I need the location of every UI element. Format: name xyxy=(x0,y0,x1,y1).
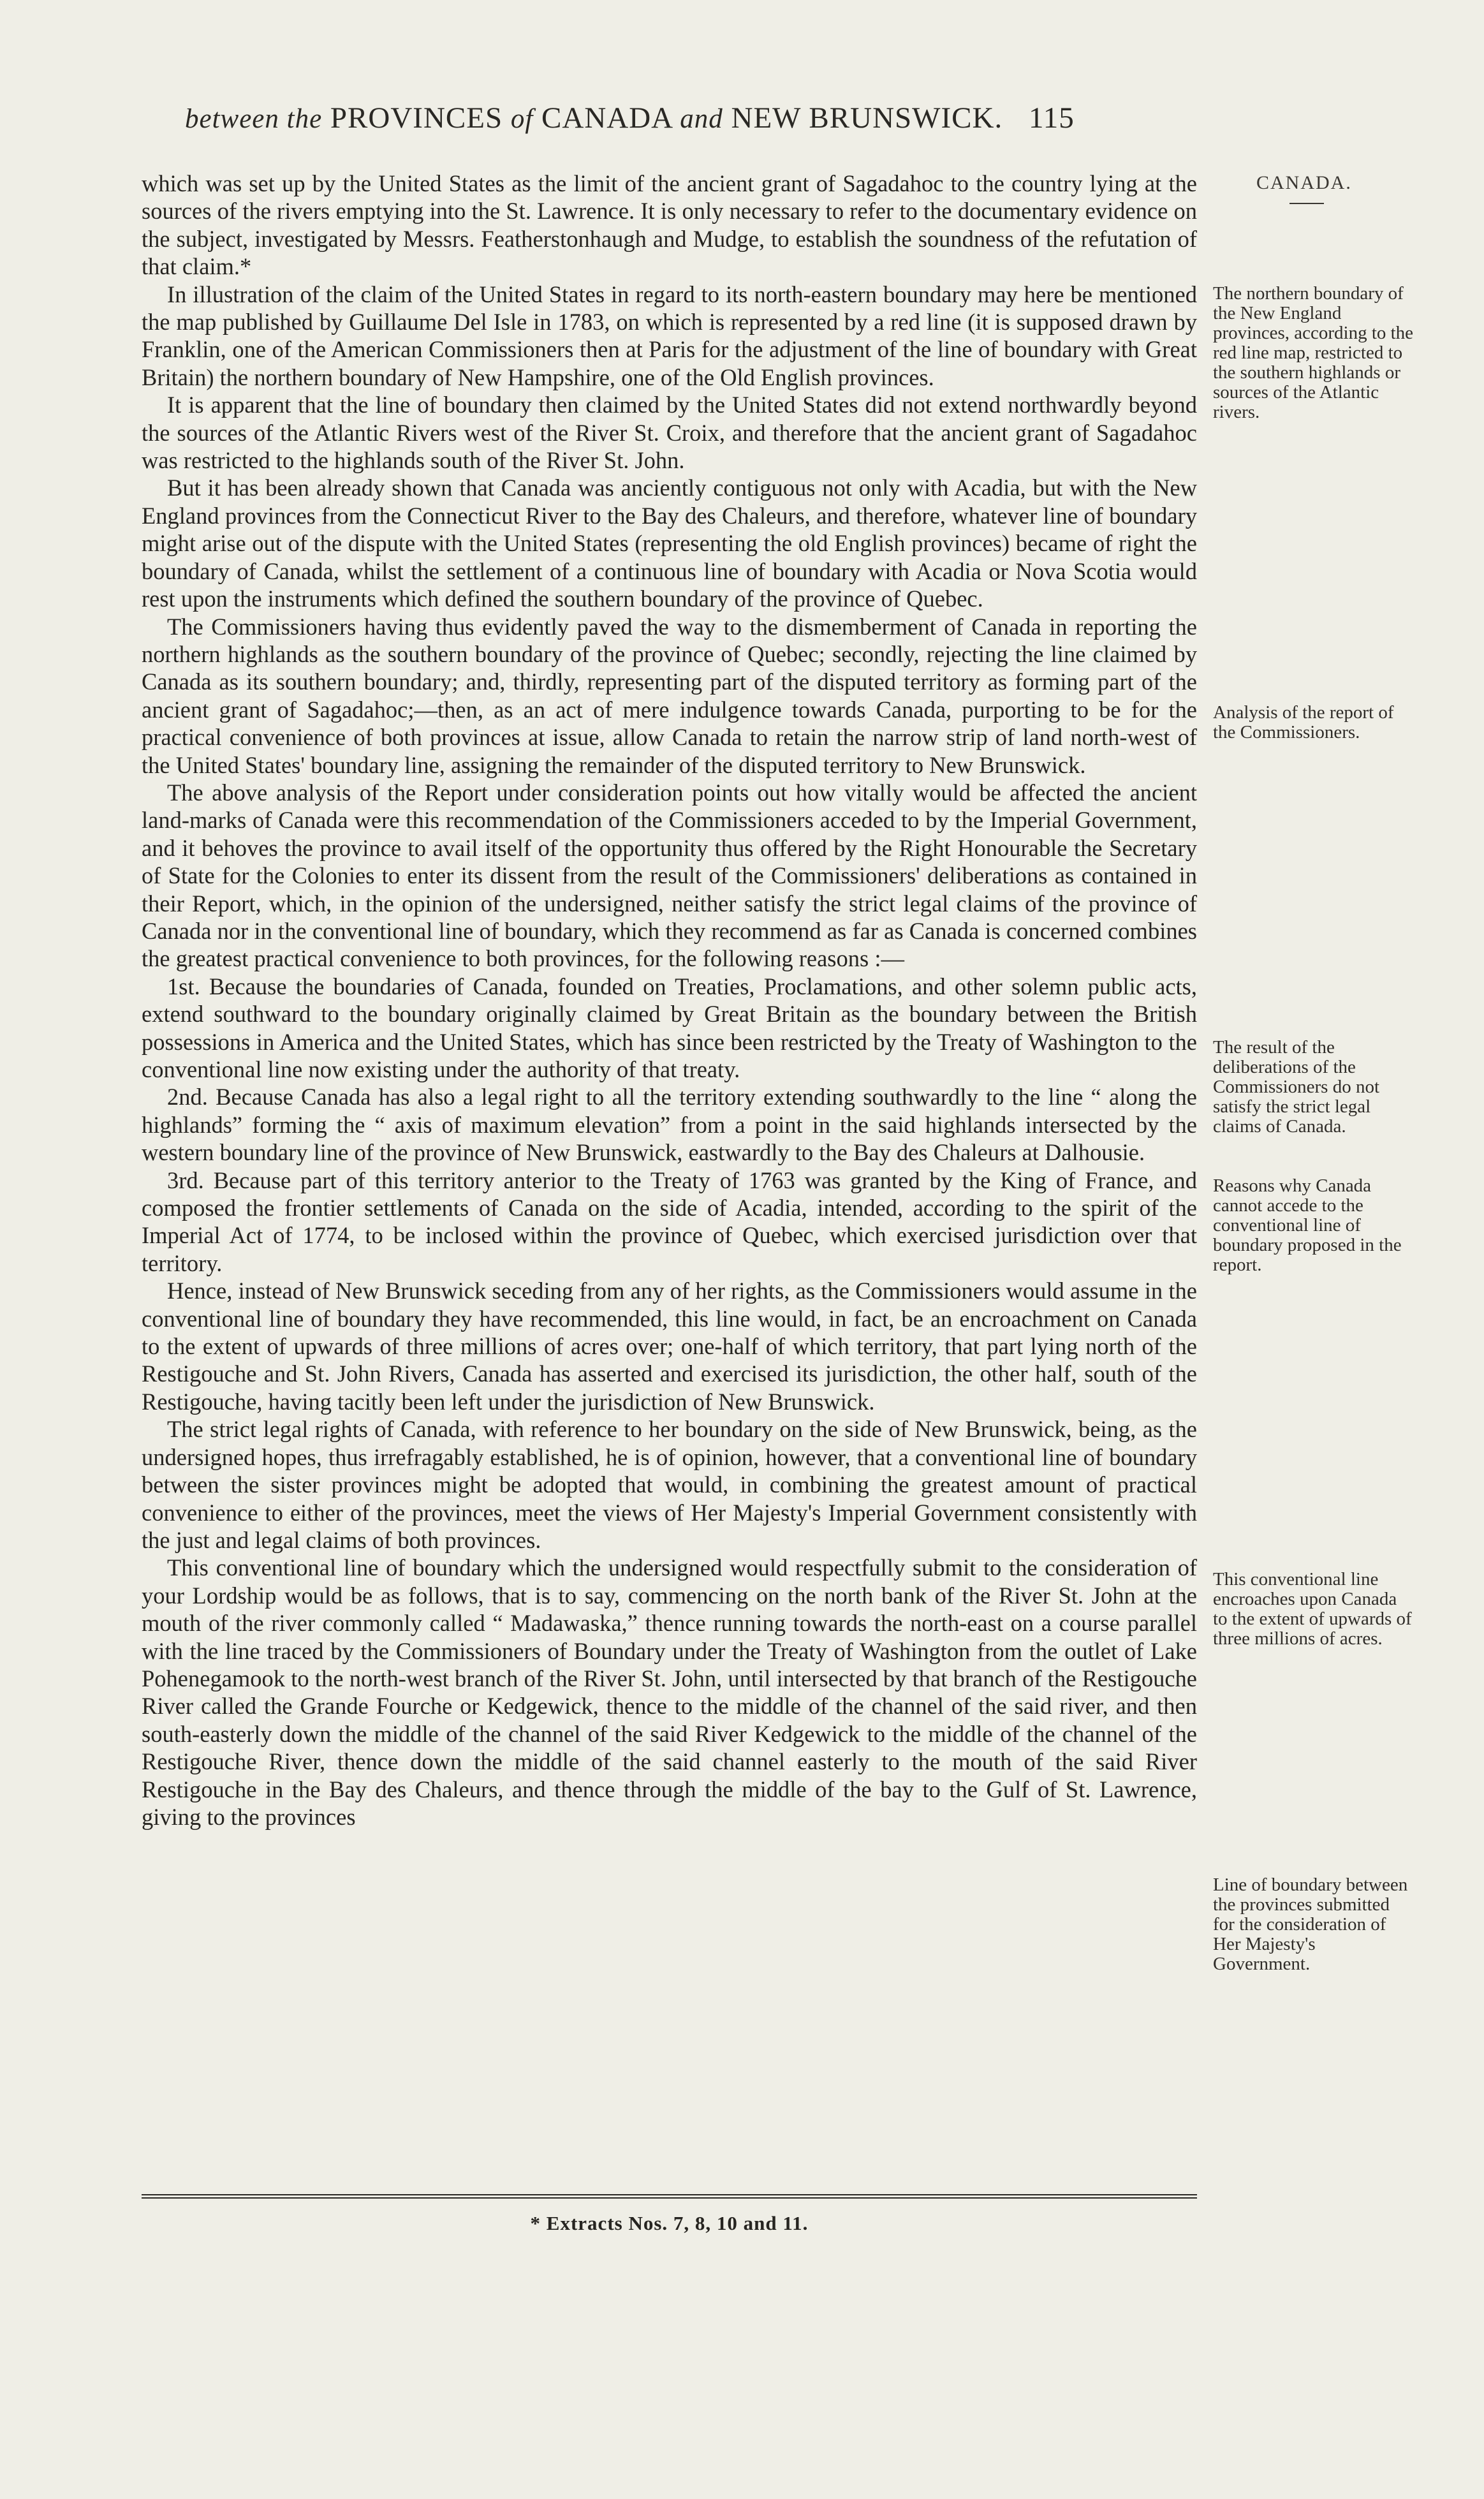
paragraph: Hence, instead of New Brunswick seceding from any of her rights, as the Commissioners would assume in the conventional line of boundary they have recommended, this line would, in fact, be an encroachment on Canada to the extent of upwards of three millions of acres over; one-half of which territory, that part lying north of the Restigouche and St. John Rivers, Canada has asserted and exercised its jurisdiction, the other half, south of the Restigouche, having tacitly been left under the jurisdiction of New Brunswick. xyxy=(142,1278,1197,1415)
margin-note: Reasons why Canada cannot accede to the conventional line of boundary proposed in the report. xyxy=(1213,1176,1402,1275)
paragraph: The Commissioners having thus evidently paved the way to the dismemberment of Canada in reporting the northern highlands as the southern boundary of the province of Quebec; secondly, rejecting the line claimed by Canada as its southern boundary; and, thirdly, representing part of the disputed territory as forming part of the ancient grant of Sagadahoc;—then, as an act of mere indulgence towards Canada, purporting to be for the practical convenience of both provinces at issue, allow Canada to retain the narrow strip of land north-west of the United States' boundary line, assigning the remainder of the disputed territory to New Brunswick. xyxy=(142,613,1197,778)
header-provinces: PROVINCES xyxy=(330,101,503,135)
margin-note: Analysis of the report of the Commissioners. xyxy=(1213,702,1394,742)
paragraph: which was set up by the United States as the limit of the ancient grant of Sagadahoc to the country lying at the sources of the rivers emptying into the St. Lawrence. It is only necessary to refer to the documentary evidence on the subject, investigated by Messrs. Featherstonhaugh and Mudge, to establish the soundness of the refutation of that claim.* xyxy=(142,170,1197,280)
header-canada: CANADA xyxy=(541,101,672,135)
paragraph: The strict legal rights of Canada, with reference to her boundary on the side of New Brunswick, being, as the undersigned hopes, thus irrefragably established, he is of opinion, however, that a conventional line of boundary between the sister provinces might be adopted that would, in combining the greatest amount of practical convenience to either of the provinces, meet the views of Her Majesty's Imperial Government consistently with the just and legal claims of both provinces. xyxy=(142,1416,1197,1553)
footnote-rule xyxy=(142,2194,1197,2199)
paragraph: This conventional line of boundary which the undersigned would respectfully submit to the consideration of your Lordship would be as follows, that is to say, commencing on the north bank of the River St. John at the mouth of the river commonly called “ Madawaska,” thence running towards the north-east on a course parallel with the line traced by the Commissioners of Boundary under the Treaty of Washington from the outlet of Lake Pohenegamook to the north-west branch of the River St. John, until intersected by that branch of the Restigouche River called the Grande Fourche or Kedgewick, thence to the middle of the channel of the said river, and then south-easterly down the middle of the channel of the said River Kedgewick to the middle of the channel of the Restigouche River, thence down the middle of the said channel easterly to the mouth of the said River Restigouche in the Bay des Chaleurs, and thence through the middle of the bay to the Gulf of St. Lawrence, giving to the provinces xyxy=(142,1554,1197,1830)
paragraph: In illustration of the claim of the United States in regard to its north-eastern boundary may here be mentioned the map published by Guillaume Del Isle in 1783, on which is represented by a red line (it is supposed drawn by Franklin, one of the American Commissioners then at Paris for the adjustment of the line of boundary with Great Britain) the northern boundary of New Hampshire, one of the Old English provinces. xyxy=(142,281,1197,390)
body-text xyxy=(142,170,1197,1831)
page-number: 115 xyxy=(1028,101,1075,135)
paragraph: It is apparent that the line of boundary then claimed by the United States did not extend northwardly beyond the sources of the Atlantic Rivers west of the River St. Croix, and therefore that the ancient grant of Sagadahoc was restricted to the highlands south of the River St. John. xyxy=(142,392,1197,474)
paragraph: 2nd. Because Canada has also a legal right to all the territory extending southwardly to the line “ along the highlands” forming the “ axis of maximum elevation” from a point in the said highlands intersected by the western boundary line of the province of New Brunswick, eastwardly to the Bay des Chaleurs at Dalhousie. xyxy=(142,1084,1197,1166)
paragraph: But it has been already shown that Canada was anciently contiguous not only with Acadia, but with the New England provinces from the Connecticut River to the Bay des Chaleurs, and therefore, whatever line of boundary might arise out of the dispute with the United States (representing the old English provinces) became of right the boundary of Canada, whilst the settlement of a continuous line of boundary with Acadia or Nova Scotia would rest upon the instruments which defined the southern boundary of the province of Quebec. xyxy=(142,475,1197,612)
footnote: * Extracts Nos. 7, 8, 10 and 11. xyxy=(530,2212,809,2234)
margin-note: This conventional line encroaches upon Canada to the extent of upwards of three millions of acres. xyxy=(1213,1569,1412,1649)
sidebar-heading: CANADA. xyxy=(1256,172,1352,193)
header-between: between the xyxy=(185,104,323,134)
running-header xyxy=(185,101,1205,135)
margin-note: Line of boundary between the provinces submitted for the consideration of Her Majesty's Government. xyxy=(1213,1875,1408,1974)
sidebar-heading-rule xyxy=(1289,203,1324,204)
margin-note: The northern boundary of the New England provinces, according to the red line map, restricted to the southern highlands or sources of the Atlantic rivers. xyxy=(1213,283,1414,422)
header-of: of xyxy=(510,104,534,134)
paragraph: 1st. Because the boundaries of Canada, founded on Treaties, Proclamations, and other solemn public acts, extend southward to the boundary originally claimed by Great Britain as the boundary between the British possessions in America and the United States, which has since been restricted by the Treaty of Washington to the conventional line now existing under the authority of that treaty. xyxy=(142,973,1197,1082)
header-new-brunswick: NEW BRUNSWICK. xyxy=(731,101,1003,135)
margin-note: The result of the deliberations of the Commissioners do not satisfy the strict legal claims of Canada. xyxy=(1213,1037,1380,1137)
header-and: and xyxy=(680,104,723,134)
paragraph: 3rd. Because part of this territory anterior to the Treaty of 1763 was granted by the King of France, and composed the frontier settlements of Canada on the side of Acadia, intended, according to the spirit of the Imperial Act of 1774, to be inclosed within the province of Quebec, which exercised jurisdiction over that territory. xyxy=(142,1167,1197,1276)
paragraph: The above analysis of the Report under consideration points out how vitally would be affected the ancient land-marks of Canada were this recommendation of the Commissioners acceded to by the Imperial Government, and it behoves the province to avail itself of the opportunity thus offered by the Right Honourable the Secretary of State for the Colonies to enter its dissent from the result of the Commissioners' deliberations as contained in their Report, which, in the opinion of the undersigned, neither satisfy the strict legal claims of the province of Canada nor in the conventional line of boundary, which they recommend as far as Canada is concerned combines the greatest practical convenience to both provinces, for the following reasons :— xyxy=(142,779,1197,972)
